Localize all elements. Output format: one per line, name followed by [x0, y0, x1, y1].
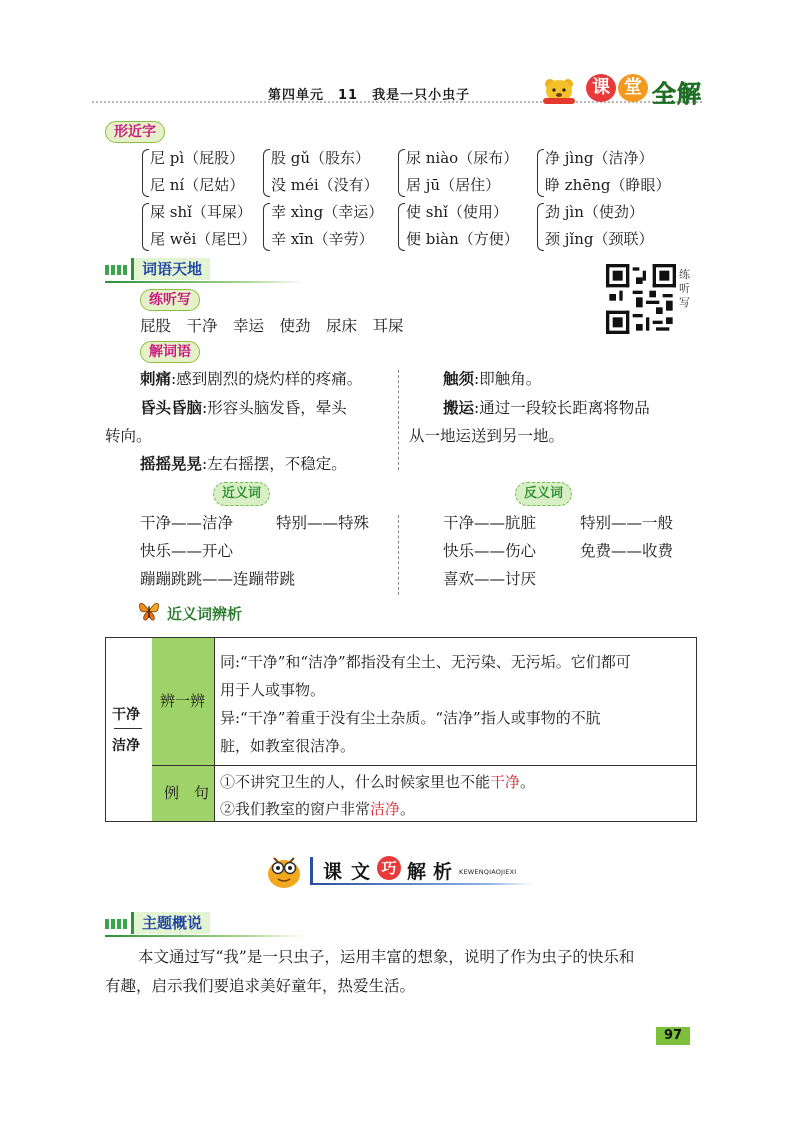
example-text-part: ①不讲究卫生的人，什么时候家里也不能: [220, 773, 491, 791]
form-near-char: 辛 xīn（辛劳）: [271, 230, 374, 248]
example-text-part: 。: [520, 773, 536, 791]
compare-text: [220, 648, 694, 760]
page-number: 97: [656, 1027, 690, 1045]
form-near-group: [537, 145, 671, 199]
example-sentence: [220, 769, 694, 796]
explain-def: :通过一段较长距离将物品: [474, 399, 650, 417]
brand-quanjie: 全解: [652, 80, 702, 108]
form-near-group: [398, 145, 519, 199]
banner-char: 解: [407, 861, 427, 883]
explain-def-cont: 从一地运送到另一地。: [409, 427, 565, 445]
antonym-pair: 干净——肮脏: [443, 514, 537, 532]
form-near-char: 居 jū（居住）: [406, 176, 501, 194]
column-divider: [398, 515, 399, 595]
brand-tang-badge: 堂: [618, 74, 648, 102]
synonym-pair: 特别——特殊: [276, 514, 370, 532]
pair-cell: [106, 638, 153, 821]
antonym-label: 反义词: [515, 482, 572, 506]
form-near-char: 睁 zhēng（睁眼）: [545, 176, 671, 194]
row-divider: [152, 765, 696, 766]
row2-label: 例 句: [164, 784, 210, 802]
dictation-label: 练听写: [140, 289, 200, 311]
vocab-section-heading: [105, 258, 325, 282]
antonym-pair: 免费——收费: [580, 542, 674, 560]
vocab-heading-text: 词语天地: [131, 258, 210, 280]
butterfly-icon: [138, 598, 160, 624]
label-column: [152, 638, 215, 821]
antonym-pair: 快乐——伤心: [443, 542, 537, 560]
banner-char: 文: [351, 861, 371, 883]
explain-def: :形容头脑发昏，晕头: [202, 399, 347, 417]
highlight-word: 干净: [490, 773, 521, 791]
compare-line: 异:“干净”着重于没有尘土杂质。“洁净”指人或事物的不肮: [220, 709, 601, 727]
form-near-char: 尾 wěi（尾巴）: [150, 230, 257, 248]
banner-char: 析: [433, 861, 453, 883]
example-text-part: ②我们教室的窗户非常: [220, 800, 371, 818]
unit-title: 第四单元 11 我是一只小虫子: [268, 88, 471, 103]
form-near-group: [142, 199, 257, 253]
banner-char-badge: 巧: [377, 856, 401, 880]
form-near-char: 劲 jìn（使劲）: [545, 203, 644, 221]
form-near-group: [398, 199, 519, 253]
explain-item: [443, 366, 703, 392]
banner-pinyin: KEWENQIAOJIEXI: [459, 868, 517, 876]
pair-top: 干净: [112, 707, 140, 723]
pair-bottom: 洁净: [112, 738, 140, 754]
explain-label: 解词语: [140, 341, 200, 363]
explain-term: 触须: [443, 370, 475, 388]
explain-def-cont: 转向。: [105, 427, 152, 445]
antonym-pair: 特别——一般: [580, 514, 674, 532]
form-near-char: 便 biàn（方便）: [406, 230, 519, 248]
synonym-pair: 干净——洁净: [140, 514, 234, 532]
reading-mascot-icon: [262, 850, 306, 890]
compare-line: 同:“干净”和“洁净”都指没有尘土、无污染、无污垢。它们都可: [220, 653, 631, 671]
example-sentence: [220, 796, 694, 823]
qr-code-icon[interactable]: [606, 264, 676, 334]
explain-def: :即触角。: [474, 370, 542, 388]
theme-paragraph: [105, 943, 700, 1001]
form-near-char: 尼 pì（屁股）: [150, 149, 245, 167]
header-divider: [92, 101, 702, 103]
synonym-analysis-table: [105, 637, 697, 822]
column-divider: [398, 370, 399, 470]
explain-term: 刺痛: [140, 370, 172, 388]
example-text: [220, 769, 694, 823]
synonym-label: 近义词: [213, 482, 270, 506]
explain-term: 昏头昏脑: [140, 399, 203, 417]
form-near-char: 使 shǐ（使用）: [406, 203, 508, 221]
brand-ke-badge: 课: [586, 74, 616, 102]
qr-caption: 练听写: [679, 268, 690, 309]
example-text-part: 。: [400, 800, 416, 818]
synonym-analysis-heading: 近义词辨析: [167, 605, 243, 623]
form-near-char: 颈 jǐng（颈联）: [545, 230, 654, 248]
explain-item: [443, 395, 703, 421]
pair-divider: [114, 728, 142, 729]
highlight-word: 洁净: [370, 800, 401, 818]
form-near-group: [537, 199, 654, 253]
banner-char: 课: [323, 861, 343, 883]
form-near-char: 净 jìng（洁净）: [545, 149, 654, 167]
form-near-char: 尿 niào（尿布）: [406, 149, 519, 167]
text-analysis-banner: [310, 857, 533, 885]
form-near-group: [263, 145, 379, 199]
explain-item: [140, 366, 390, 392]
explain-term: 摇摇晃晃: [140, 455, 203, 473]
form-near-char: 尼 ní（尼姑）: [150, 176, 245, 194]
form-near-label: 形近字: [105, 121, 165, 143]
form-near-char: 股 gǔ（股东）: [271, 149, 371, 167]
form-near-char: 幸 xìng（幸运）: [271, 203, 384, 221]
synonym-pair: 蹦蹦跳跳——连蹦带跳: [140, 570, 296, 588]
dictation-words: 屁股 干净 幸运 使劲 尿床 耳屎: [140, 317, 404, 335]
explain-def: :感到剧烈的烧灼样的疼痛。: [171, 370, 363, 388]
antonym-pair: 喜欢——讨厌: [443, 570, 537, 588]
form-near-char: 没 méi（没有）: [271, 176, 379, 194]
explain-def: :左右摇摆，不稳定。: [202, 455, 347, 473]
compare-line: 脏，如教室很洁净。: [220, 737, 356, 755]
theme-heading-text: 主题概说: [131, 912, 210, 934]
theme-line: 本文通过写“我”是一只虫子，运用丰富的想象，说明了作为虫子的快乐和: [138, 948, 635, 966]
synonym-pair: 快乐——开心: [140, 542, 234, 560]
compare-line: 用于人或事物。: [220, 681, 326, 699]
explain-item: [140, 395, 390, 421]
theme-line: 有趣，启示我们要追求美好童年，热爱生活。: [105, 977, 416, 995]
explain-item: [140, 451, 390, 477]
bear-mascot-icon: [537, 74, 581, 104]
explain-term: 搬运: [443, 399, 475, 417]
theme-section-heading: [105, 912, 325, 936]
row1-label: 辨一辨: [160, 692, 206, 710]
form-near-group: [142, 145, 252, 199]
form-near-char: 屎 shǐ（耳屎）: [150, 203, 252, 221]
form-near-group: [263, 199, 384, 253]
